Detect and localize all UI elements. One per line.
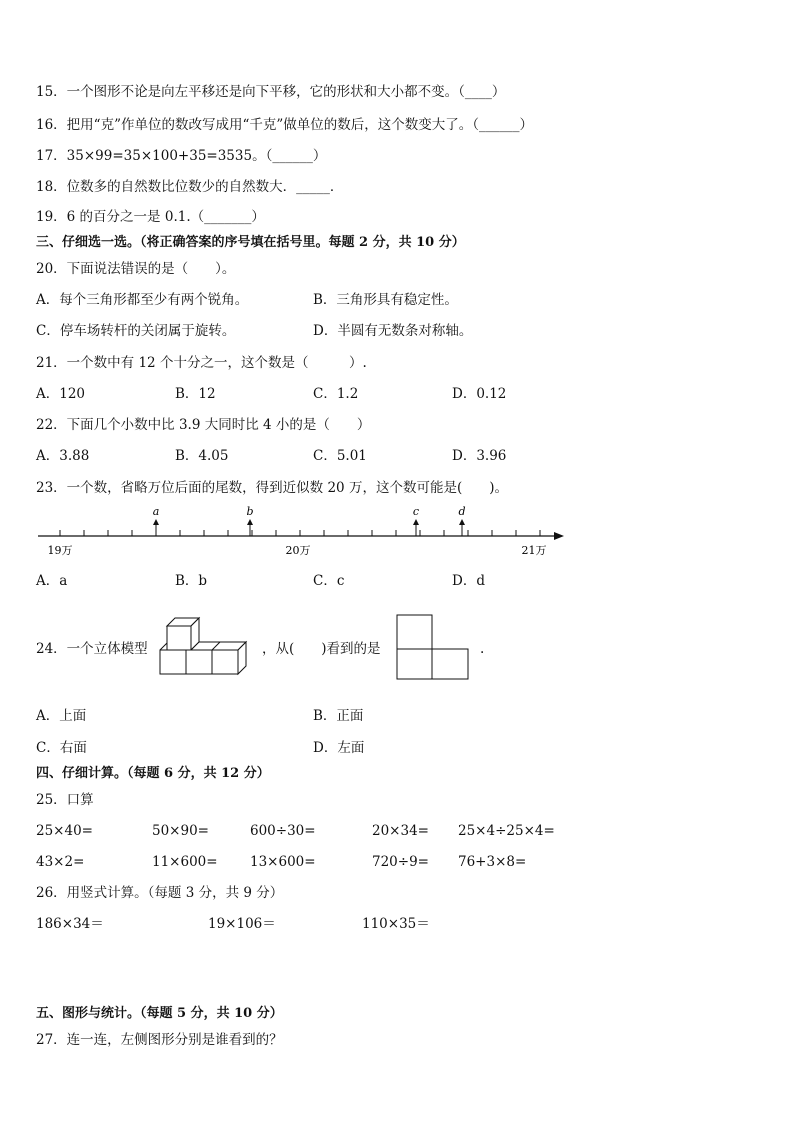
question-20-option-a: A．每个三角形都至少有两个锐角。	[36, 292, 249, 308]
question-22-option-b: B．4.05	[175, 448, 229, 464]
section-3-header: 三、仔细选一选。（将正确答案的序号填在括号里。每题 2 分，共 10 分）	[36, 235, 465, 250]
svg-text:d: d	[458, 505, 466, 518]
question-23-option-c: C．c	[313, 573, 345, 589]
question-24-option-a: A．上面	[36, 708, 87, 724]
cube-model-figure	[158, 614, 250, 684]
question-26-stem: 26．用竖式计算。（每题 3 分，共 9 分）	[36, 885, 284, 901]
question-24-stem-pre: 24．一个立体模型	[36, 641, 148, 657]
number-line-arrow	[554, 532, 564, 540]
mark-a	[153, 505, 160, 536]
vertical-calc-item: 110×35＝	[362, 916, 430, 932]
question-22-stem: 22．下面几个小数中比 3.9 大同时比 4 小的是（ ）	[36, 417, 371, 433]
number-line-ticks	[60, 530, 540, 536]
mark-c	[413, 505, 419, 536]
question-21-option-b: B．12	[175, 386, 216, 402]
question-24-option-b: B．正面	[313, 708, 364, 724]
question-25-stem: 25．口算	[36, 792, 94, 808]
number-line	[36, 500, 576, 570]
section-5-header: 五、图形与统计。（每题 5 分，共 10 分）	[36, 1006, 283, 1021]
question-23-option-d: D．d	[452, 573, 485, 589]
question-18: 18．位数多的自然数比位数少的自然数大．_____．	[36, 179, 344, 195]
question-22-option-d: D．3.96	[452, 448, 507, 464]
mark-d	[458, 505, 465, 536]
calc-item: 25×4÷25×4=	[458, 823, 555, 839]
question-19: 19．6 的百分之一是 0.1.（_______）	[36, 209, 265, 225]
calc-item: 11×600=	[152, 854, 218, 870]
question-24-option-d: D．左面	[313, 740, 365, 756]
question-20-option-c: C．停车场转杆的关闭属于旋转。	[36, 323, 236, 339]
question-15: 15．一个图形不论是向左平移还是向下平移，它的形状和大小都不变。（____）	[36, 84, 506, 100]
question-21-option-a: A．120	[36, 386, 86, 402]
calc-item: 50×90=	[152, 823, 209, 839]
calc-item: 76+3×8=	[458, 854, 527, 870]
calc-item: 720÷9=	[372, 854, 429, 870]
view-shape-figure	[396, 614, 470, 680]
question-22-option-c: C．5.01	[313, 448, 367, 464]
question-24-stem-end: .	[480, 641, 485, 657]
tick-label-19wan: 19万	[47, 544, 73, 557]
section-4-header: 四、仔细计算。（每题 6 分，共 12 分）	[36, 766, 270, 781]
calc-item: 13×600=	[250, 854, 316, 870]
question-21-stem: 21．一个数中有 12 个十分之一，这个数是（ ）.	[36, 355, 367, 371]
question-21-option-c: C．1.2	[313, 386, 359, 402]
question-24-stem-mid: ，从( )看到的是	[262, 641, 381, 657]
svg-text:a: a	[152, 505, 160, 518]
calc-item: 43×2=	[36, 854, 85, 870]
question-27-stem: 27．连一连，左侧图形分别是谁看到的？	[36, 1032, 283, 1048]
question-24-option-c: C．右面	[36, 740, 87, 756]
question-20-stem: 20．下面说法错误的是（ ）。	[36, 261, 236, 277]
vertical-calc-item: 19×106＝	[208, 916, 276, 932]
svg-text:c: c	[412, 505, 420, 518]
question-23-option-b: B．b	[175, 573, 208, 589]
calc-item: 600÷30=	[250, 823, 316, 839]
svg-text:b: b	[246, 505, 254, 518]
question-17: 17．35×99=35×100+35=3535。（______）	[36, 148, 327, 164]
tick-label-21wan: 21万	[521, 544, 547, 557]
question-20-option-d: D．半圆有无数条对称轴。	[313, 323, 473, 339]
question-20-option-b: B．三角形具有稳定性。	[313, 292, 458, 308]
calc-item: 20×34=	[372, 823, 429, 839]
question-16: 16．把用“克”作单位的数改写成用“千克”做单位的数后，这个数变大了。（______）	[36, 117, 534, 133]
question-23-stem: 23．一个数，省略万位后面的尾数，得到近似数 20 万，这个数可能是( )。	[36, 480, 508, 496]
tick-label-20wan: 20万	[285, 544, 311, 557]
question-21-option-d: D．0.12	[452, 386, 507, 402]
question-23-option-a: A．a	[36, 573, 68, 589]
question-22-option-a: A．3.88	[36, 448, 90, 464]
vertical-calc-item: 186×34＝	[36, 916, 104, 932]
calc-item: 25×40=	[36, 823, 93, 839]
